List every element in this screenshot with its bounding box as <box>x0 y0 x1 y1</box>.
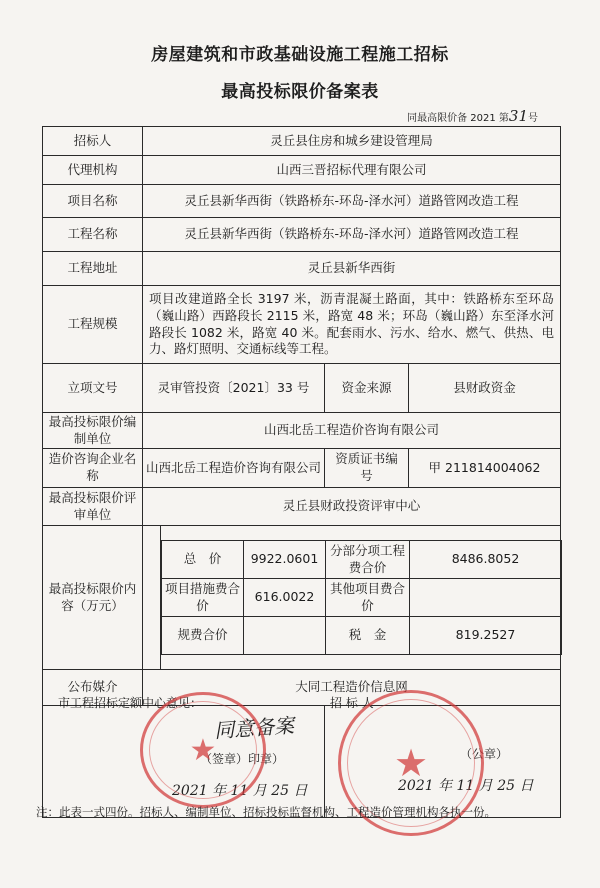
value-approval: 灵审管投资〔2021〕33 号 <box>143 364 325 413</box>
value-address: 灵丘县新华西街 <box>143 252 561 286</box>
value-reviewer: 灵丘县财政投资评审中心 <box>143 488 561 526</box>
label-agency: 代理机构 <box>43 156 143 185</box>
value-total: 9922.0601 <box>244 541 326 579</box>
row-scale <box>43 286 561 364</box>
right-stamp-star-icon: ★ <box>393 741 429 785</box>
row-work-name <box>43 218 561 252</box>
row-project-name <box>43 185 561 218</box>
value-agency: 山西三晋招标代理有限公司 <box>143 156 561 185</box>
row-reviewer <box>43 488 561 526</box>
content-breakdown <box>161 526 561 670</box>
label-content: 最高投标限价内容（万元） <box>43 526 143 670</box>
label-scale: 工程规模 <box>43 286 143 364</box>
serial-suffix: 号 <box>528 113 538 124</box>
value-compiler: 山西北岳工程造价咨询有限公司 <box>143 413 561 449</box>
label-other: 其他项目费合 价 <box>326 579 410 617</box>
label-fees: 规费合价 <box>162 617 244 655</box>
form-title-line1: 房屋建筑和市政基础设施工程施工招标 <box>151 45 449 65</box>
serial-prefix: 同最高限价备 2021 第 <box>407 113 509 124</box>
label-compiler: 最高投标限价编制单位 <box>43 413 143 449</box>
footnote: 注：此表一式四份。招标人、编制单位、招标投标监督机构、工程造价管理机构各执一份。 <box>36 805 496 819</box>
label-total: 总 价 <box>162 541 244 579</box>
value-work-name: 灵丘县新华西街（铁路桥东-环岛-泽水河）道路管网改造工程 <box>143 218 561 252</box>
serial-number-line <box>407 107 538 125</box>
row-compiler <box>43 413 561 449</box>
value-tenderer: 灵丘县住房和城乡建设管理局 <box>143 127 561 156</box>
form-title-line2: 最高投标限价备案表 <box>221 82 379 102</box>
content-breakdown-table <box>161 540 562 655</box>
content-row-1 <box>162 541 562 579</box>
row-address <box>43 252 561 286</box>
label-tax: 税 金 <box>326 617 410 655</box>
label-media: 公布媒介 <box>43 670 143 706</box>
row-content <box>43 526 561 670</box>
left-stamp-ring <box>149 701 257 799</box>
value-funding: 县财政资金 <box>409 364 561 413</box>
row-approval <box>43 364 561 413</box>
label-subitem: 分部分项工程费合价 <box>326 541 410 579</box>
value-cert: 甲 211814004062 <box>409 449 561 488</box>
label-measures: 项目措施费合 价 <box>162 579 244 617</box>
right-opinion-label: 招 标 人 <box>330 696 374 710</box>
label-address: 工程地址 <box>43 252 143 286</box>
serial-number: 31 <box>508 107 528 125</box>
value-scale: 项目改建道路全长 3197 米，沥青混凝土路面，其中：铁路桥东至环岛（巍山路）西路段长 2115 米，路宽 48 米；环岛（巍山路）东至泽水河路段长 1082 米，路宽 40 米。配套雨水、污水、给水、燃气、供热、电力、路灯照明、交通标线等工程。 <box>143 286 561 364</box>
value-media: 大同工程造价信息网 <box>143 670 561 706</box>
value-tax: 819.2527 <box>410 617 562 655</box>
value-measures: 616.0022 <box>244 579 326 617</box>
label-reviewer: 最高投标限价评审单位 <box>43 488 143 526</box>
left-official-stamp <box>140 692 266 808</box>
label-consult: 造价咨询企业名称 <box>43 449 143 488</box>
right-seal-note: （公章） <box>460 747 509 761</box>
left-seal-note: （签章）印章） <box>200 752 285 766</box>
content-spacer <box>143 526 161 670</box>
left-handwritten-approval: 同意备案 <box>213 713 295 743</box>
label-funding: 资金来源 <box>325 364 409 413</box>
filing-form-table <box>42 126 561 818</box>
row-tenderer <box>43 127 561 156</box>
label-tenderer: 招标人 <box>43 127 143 156</box>
row-consult <box>43 449 561 488</box>
content-row-2 <box>162 579 562 617</box>
value-fees <box>244 617 326 655</box>
value-other <box>410 579 562 617</box>
left-opinion-label: 市工程招标定额中心意见： <box>58 696 203 710</box>
label-cert: 资质证书编 号 <box>325 449 409 488</box>
value-consult: 山西北岳工程造价咨询有限公司 <box>143 449 325 488</box>
row-agency <box>43 156 561 185</box>
label-project-name: 项目名称 <box>43 185 143 218</box>
label-approval: 立项文号 <box>43 364 143 413</box>
left-stamp-star-icon: ★ <box>189 732 217 768</box>
value-subitem: 8486.8052 <box>410 541 562 579</box>
label-work-name: 工程名称 <box>43 218 143 252</box>
right-date: 2021 年 11 月 25 日 <box>398 778 534 794</box>
content-row-3 <box>162 617 562 655</box>
value-project-name: 灵丘县新华西街（铁路桥东-环岛-泽水河）道路管网改造工程 <box>143 185 561 218</box>
left-date: 2021 年 11 月 25 日 <box>172 783 308 799</box>
